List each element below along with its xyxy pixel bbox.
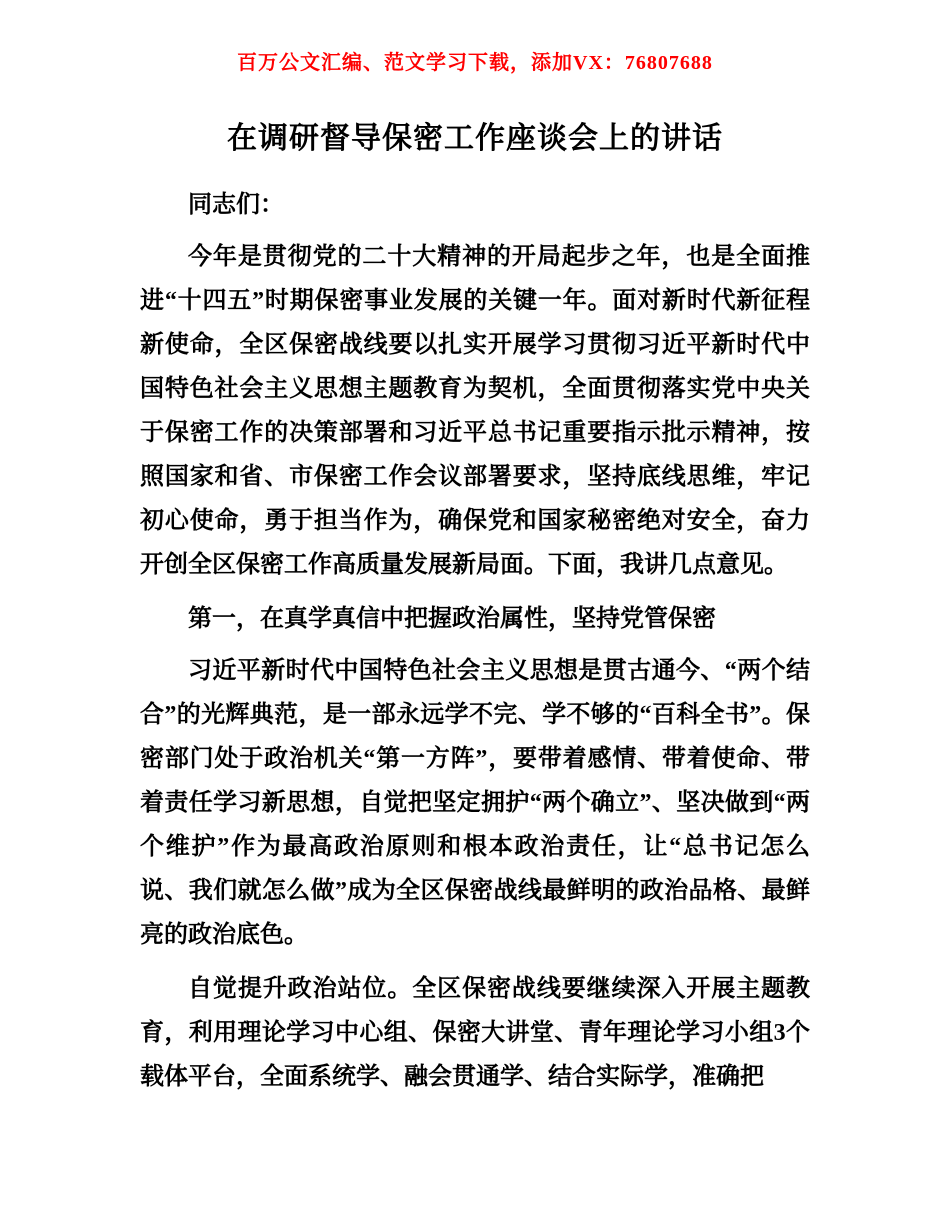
paragraph-section-1-body-2: 自觉提升政治站位。全区保密战线要继续深入开展主题教育，利用理论学习中心组、保密大讲堂、青年理论学习小组3个载体平台，全面系统学、融会贯通学、结合实际学，准确把 bbox=[140, 976, 810, 1090]
promo-banner-text: 百万公文汇编、范文学习下载，添加VX：76807688 bbox=[237, 52, 713, 74]
document-title: 在调研督导保密工作座谈会上的讲话 bbox=[227, 122, 723, 155]
paragraph-section-heading-1: 第一，在真学真信中把握政治属性，坚持党管保密 bbox=[188, 606, 716, 632]
paragraph-salutation: 同志们： bbox=[188, 192, 284, 218]
paragraph-intro: 今年是贯彻党的二十大精神的开局起步之年，也是全面推进“十四五”时期保密事业发展的关键一年。面对新时代新征程新使命，全区保密战线要以扎实开展学习贯彻习近平新时代中国特色社会主义思想主题教育为契机，全面贯彻落实党中央关于保密工作的决策部署和习近平总书记重要指示批示精神，按照国家和省、市保密工作会议部署要求，坚持底线思维，牢记初心使命，勇于担当作为，确保党和国家秘密绝对安全，奋力开创全区保密工作高质量发展新局面。下面，我讲几点意见。 bbox=[140, 244, 810, 578]
paragraph-section-1-body: 习近平新时代中国特色社会主义思想是贯古通今、“两个结合”的光辉典范，是一部永远学不完、学不够的“百科全书”。保密部门处于政治机关“第一方阵”，要带着感情、带着使命、带着责任学习新思想，自觉把坚定拥护“两个确立”、坚决做到“两个维护”作为最高政治原则和根本政治责任，让“总书记怎么说、我们就怎么做”成为全区保密战线最鲜明的政治品格、最鲜亮的政治底色。 bbox=[140, 658, 810, 948]
